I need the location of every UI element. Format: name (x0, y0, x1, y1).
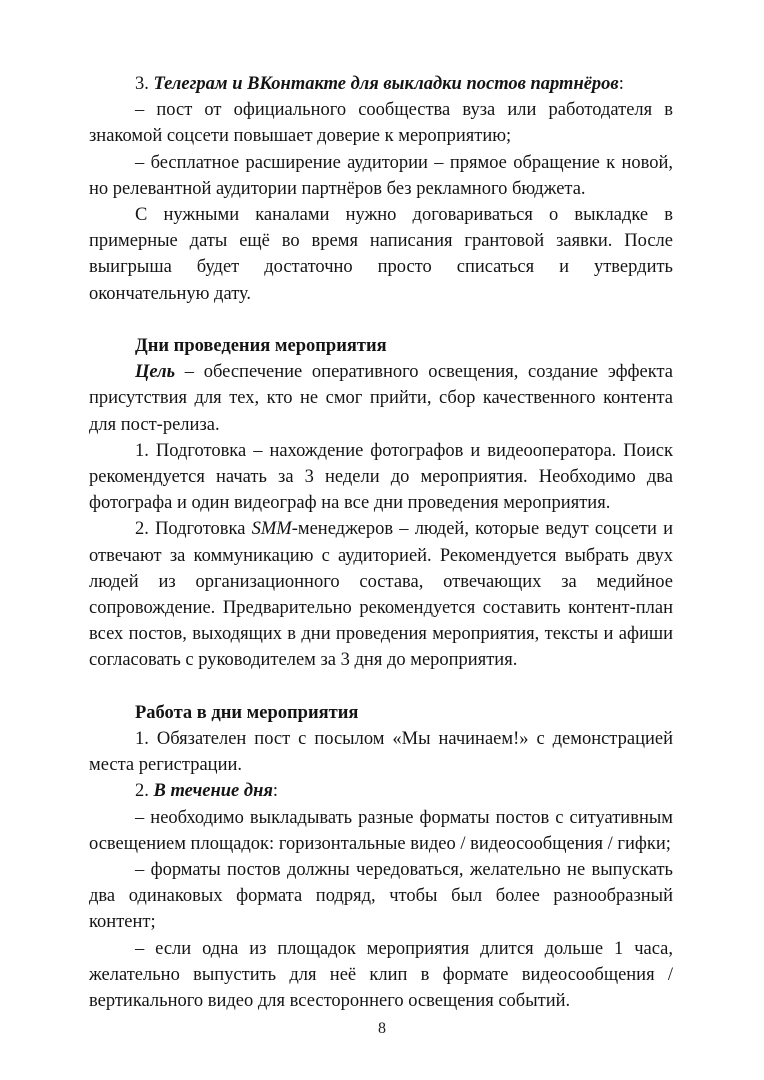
channels-bullet-audience: – бесплатное расширение аудитории – прямое обращение к новой, но релевантной аудитории партнёров без рекламного бюджета. (89, 152, 673, 199)
channels-bullet-trust: – пост от официального сообщества вуза или работодателя в знакомой соцсети повышает доверие к мероприятию; (89, 100, 673, 147)
smm-abbreviation: SMM (251, 519, 292, 540)
channels-item-number: 3. (135, 74, 149, 94)
channels-item-title (89, 71, 673, 97)
event-days-heading: Дни проведения мероприятия (135, 336, 387, 357)
work-days-heading: Работа в дни мероприятия (135, 702, 359, 723)
work-days-bullet-formats: – необходимо выкладывать разные форматы постов с ситуативным освещением площадок: горизонтальные видео / видеосообщения / гифки; (89, 807, 673, 854)
page-number: 8 (378, 1020, 386, 1037)
during-day-colon: : (272, 781, 279, 802)
section-gap (89, 307, 673, 333)
event-days-goal (89, 359, 673, 438)
work-days-item-start-post: 1. Обязателен пост с посылом «Мы начинаем!» с демонстрацией места регистрации. (89, 729, 673, 776)
section-gap (89, 674, 673, 700)
work-days-bullet-clip: – если одна из площадок мероприятия длится дольше 1 часа, желательно выпустить для неё клип в формате видеосообщения / вертикального видео для всестороннего освещения событий. (89, 938, 673, 1012)
event-days-item-smm (89, 516, 673, 673)
channels-title: Телеграм и ВКонтакте для выкладки постов партнёров (153, 74, 619, 94)
channels-title-colon: : (618, 74, 624, 94)
during-day-title: В течение дня (153, 781, 273, 802)
page-content (89, 71, 673, 1014)
work-days-item-during-day (89, 778, 673, 804)
smm-item-prefix: 2. Подготовка (135, 519, 252, 540)
goal-text: – обеспечение оперативного освещения, создание эффекта присутствия для тех, кто не смог прийти, сбор качественного контента для пост-релиза. (89, 362, 673, 435)
during-day-number: 2. (135, 781, 154, 802)
goal-label: Цель (135, 362, 176, 383)
event-days-item-photographers: 1. Подготовка – нахождение фотографов и видеооператора. Поиск рекомендуется начать за 3 недели до мероприятия. Необходимо два фотографа и один видеограф на все дни проведения мероприятия. (89, 440, 673, 514)
work-days-bullet-alternate: – форматы постов должны чередоваться, желательно не выпускать два одинаковых формата подряд, чтобы был более разнообразный контент; (89, 860, 673, 933)
channels-note: С нужными каналами нужно договариваться о выкладке в примерные даты ещё во время написания грантовой заявки. После выигрыша будет достаточно просто списаться и утвердить окончательную дату. (89, 205, 673, 304)
smm-item-rest: -менеджеров – людей, которые ведут соцсети и отвечают за коммуникацию с аудиторией. Рекомендуется выбрать двух людей из организационного состава, отвечающих за медийное сопровождение. Предварительно рекомендуется составить контент-план всех постов, выходящих в дни проведения мероприятия, тексты и афиши согласовать с руководителем за 3 дня до мероприятия. (89, 519, 673, 671)
